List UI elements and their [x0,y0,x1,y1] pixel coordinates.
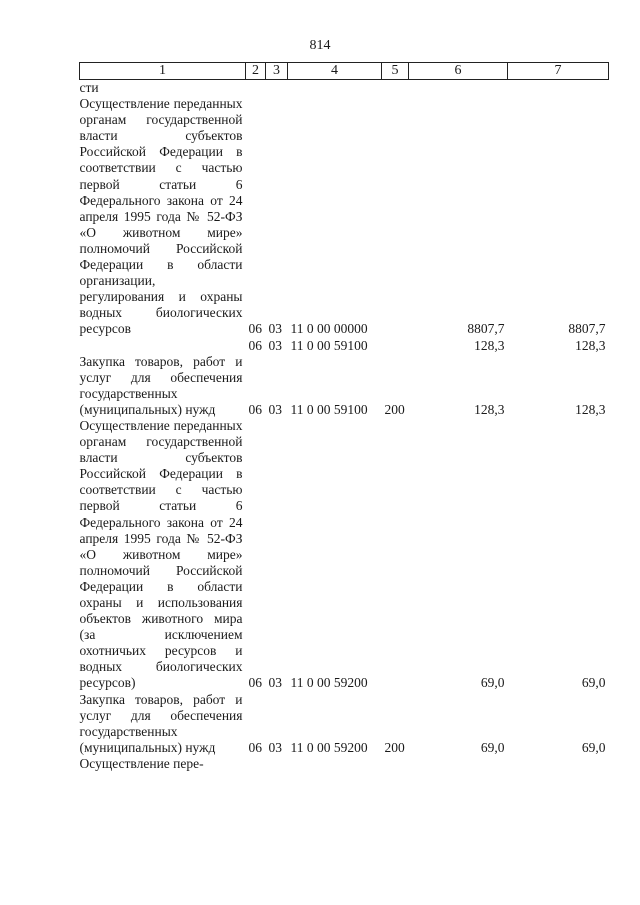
header-col-7: 7 [508,63,609,80]
page-number: 814 [309,38,331,53]
row-subsection [266,756,288,772]
table-row [80,338,609,354]
row-target-code: 11 0 00 59100 [290,337,368,353]
row-amount-6: 69,0 [480,675,505,691]
header-col-6: 6 [409,63,508,80]
row-expense-type: 200 [384,401,405,417]
row-section: 06 [248,739,262,755]
row-target-code: 11 0 00 00000 [290,321,368,337]
row-expense-type [382,338,409,354]
row-expense-type [382,756,409,772]
header-col-2: 2 [246,63,266,80]
row-subsection: 03 [268,321,282,337]
row-description: сти [79,80,99,95]
row-amount-6 [409,80,508,97]
row-description: Закупка товаров, работ и услуг для обеспечения государственных (муниципальных) нужд [79,691,243,755]
row-description: Осуществление переданных органам государственной власти субъектов Российской Федерации в соответствии с частью первой статьи 6 Федерального закона от 24 апреля 1995 года № 52-ФЗ «О животном мире» полномочий Российской Федерации в области охраны и использования объектов животного мира (за исключением охотничьих ресурсов и водных биологических ресурсов) [79,417,243,691]
row-subsection: 03 [268,401,282,417]
header-col-3: 3 [266,63,288,80]
row-amount-6: 128,3 [474,337,505,353]
row-target-code [288,756,382,772]
row-target-code [288,80,382,97]
row-amount-6 [409,756,508,772]
row-subsection [266,80,288,97]
table-row [80,354,609,418]
row-amount-7: 69,0 [581,675,606,691]
row-subsection: 03 [268,337,282,353]
row-amount-7: 128,3 [575,337,606,353]
table-row [80,692,609,756]
table-row [80,756,609,772]
row-amount-6: 69,0 [480,739,505,755]
table-row [80,418,609,692]
row-section: 06 [248,321,262,337]
row-description [80,338,246,354]
row-amount-7: 69,0 [581,739,606,755]
row-expense-type: 200 [384,739,405,755]
row-expense-type [382,96,409,337]
header-col-4: 4 [288,63,382,80]
row-section: 06 [248,675,262,691]
header-col-5: 5 [382,63,409,80]
row-description: Закупка товаров, работ и услуг для обеспечения государственных (муниципальных) нужд [79,353,243,417]
row-target-code: 11 0 00 59200 [290,675,368,691]
row-section [246,80,266,97]
row-target-code: 11 0 00 59100 [290,401,368,417]
row-subsection: 03 [268,675,282,691]
row-expense-type [382,80,409,97]
row-section: 06 [248,337,262,353]
row-section: 06 [248,401,262,417]
row-amount-7: 8807,7 [568,321,606,337]
row-target-code: 11 0 00 59200 [290,739,368,755]
row-amount-6: 128,3 [474,401,505,417]
row-subsection: 03 [268,739,282,755]
table-row [80,96,609,337]
row-amount-7 [508,756,609,772]
row-section [246,756,266,772]
row-description: Осуществление пере- [79,755,204,771]
table-header [80,63,609,80]
row-amount-6: 8807,7 [467,321,505,337]
row-description: Осуществление переданных органам государственной власти субъектов Российской Федерации в соответствии с частью первой статьи 6 Федерального закона от 24 апреля 1995 года № 52-ФЗ «О животном мире» полномочий Российской Федерации в области организации, регулирования и охраны водных биологических ресурсов [79,96,243,337]
budget-table [79,62,609,772]
table-row [80,80,609,97]
row-amount-7: 128,3 [575,401,606,417]
row-amount-7 [508,80,609,97]
row-expense-type [382,418,409,692]
header-col-1: 1 [80,63,246,80]
